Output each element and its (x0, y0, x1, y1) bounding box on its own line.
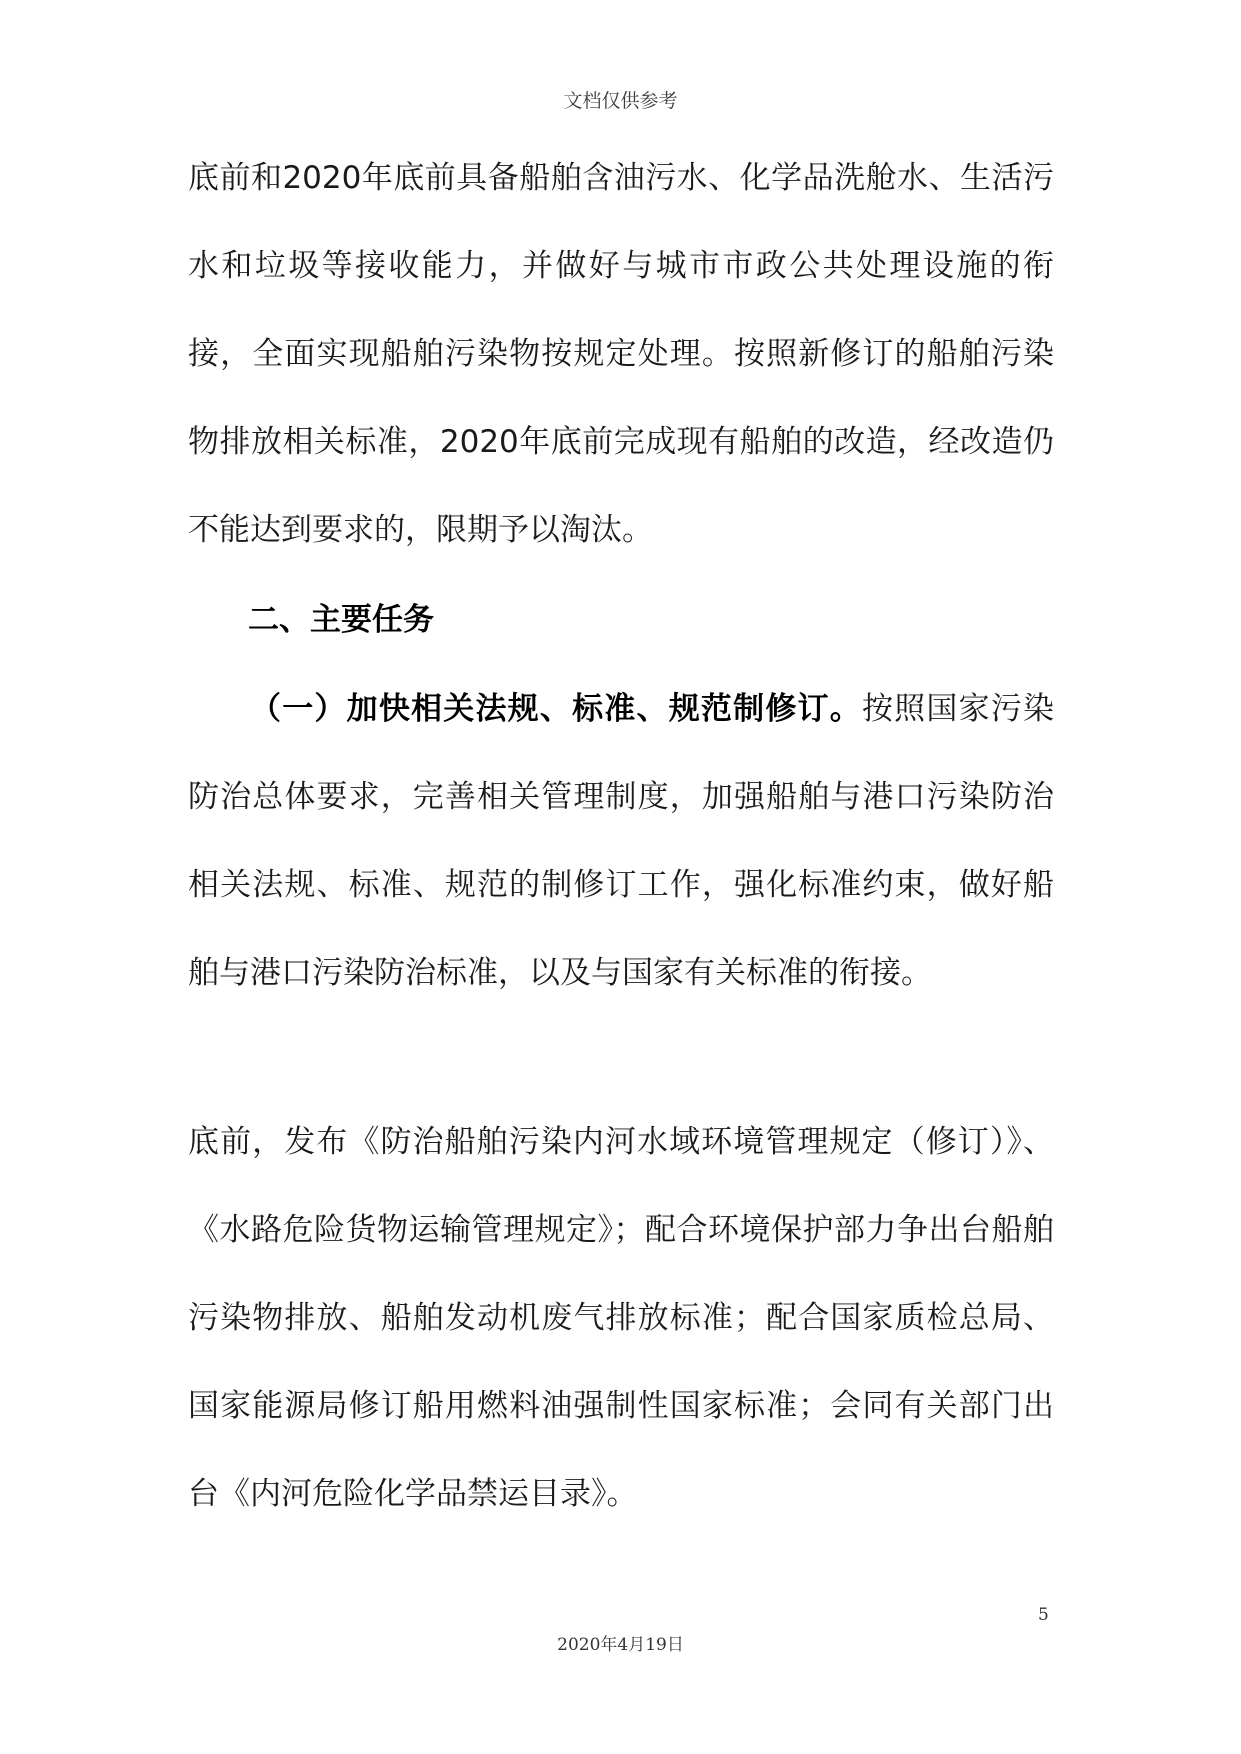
paragraph-publications: 底前，发布《防治船舶污染内河水域环境管理规定（修订）》、《水路危险货物运输管理规定》；配合环境保护部力争出台船舶污染物排放、船舶发动机废气排放标准；配合国家质检总局、国家能源局修订船用燃料油强制性国家标准；会同有关部门出台《内河危险化学品禁运目录》。 (188, 1124, 1054, 1512)
paragraph-body: 按照国家污染防治总体要求，完善相关管理制度，加强船舶与港口污染防治相关法规、标准、规范的制修订工作，强化标准约束，做好船舶与港口污染防治标准，以及与国家有关标准的衔接。 (188, 691, 1055, 991)
section-heading-main-tasks: 二、主要任务 (248, 602, 434, 638)
paragraph-lead-heading: （一）加快相关法规、标准、规范制修订。 (250, 691, 862, 727)
paragraph-regulations (188, 665, 1054, 1017)
footer-date: 2020年4月19日 (557, 1635, 684, 1655)
page-number: 5 (1038, 1605, 1049, 1625)
paragraph-receiving-capacity: 底前和2020年底前具备船舶含油污水、化学品洗舱水、生活污水和垃圾等接收能力，并做好与城市市政公共处理设施的衔接，全面实现船舶污染物按规定处理。按照新修订的船舶污染物排放相关标准，2020年底前完成现有船舶的改造，经改造仍不能达到要求的，限期予以淘汰。 (188, 160, 1054, 548)
page-header: 文档仅供参考 (563, 90, 678, 112)
